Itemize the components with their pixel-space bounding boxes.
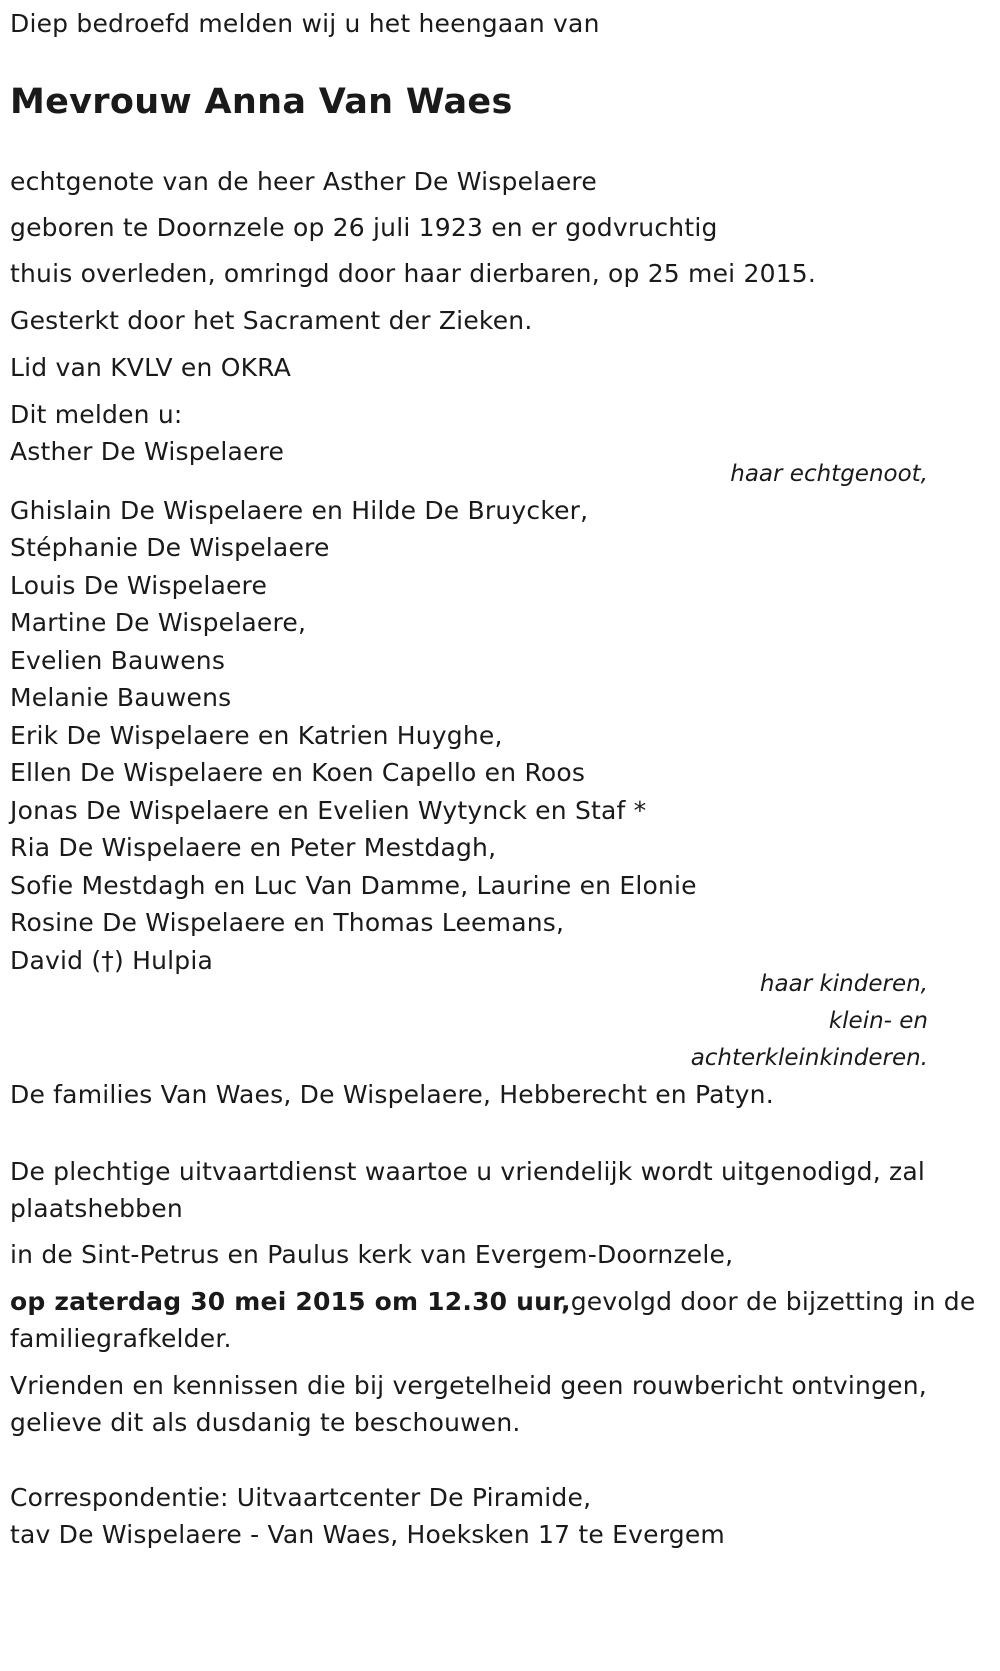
- detail-died-line: thuis overleden, omringd door haar dierbaren, op 25 mei 2015.: [10, 259, 817, 288]
- service-invitation-line: De plechtige uitvaartdienst waartoe u vriendelijk wordt uitgenodigd, zal: [10, 1157, 925, 1186]
- detail-born-line: geboren te Doornzele op 26 juli 1923 en er godvruchtig: [10, 213, 718, 242]
- family-member: Martine De Wispelaere,: [10, 608, 307, 637]
- intro-text: Diep bedroefd melden wij u het heengaan van: [10, 9, 600, 38]
- announcers-label: Dit melden u:: [10, 400, 183, 429]
- family-role-children: haar kinderen,: [759, 971, 928, 997]
- correspondence-line: Correspondentie: Uitvaartcenter De Piramide,: [10, 1483, 592, 1512]
- family-member: Ria De Wispelaere en Peter Mestdagh,: [10, 833, 497, 862]
- family-member: Louis De Wispelaere: [10, 571, 268, 600]
- family-member: Rosine De Wispelaere en Thomas Leemans,: [10, 908, 565, 937]
- detail-spouse-line: echtgenote van de heer Asther De Wispelaere: [10, 167, 597, 196]
- service-date: op zaterdag 30 mei 2015 om 12.30 uur,: [10, 1287, 571, 1316]
- service-invitation-line: plaatshebben: [10, 1194, 183, 1223]
- notice-line: gelieve dit als dusdanig te beschouwen.: [10, 1408, 521, 1437]
- detail-sacrament-line: Gesterkt door het Sacrament der Zieken.: [10, 306, 533, 335]
- spouse-role: haar echtgenoot,: [730, 461, 928, 487]
- family-member: Jonas De Wispelaere en Evelien Wytynck en Staf *: [10, 796, 647, 825]
- spouse-name: Asther De Wispelaere: [10, 437, 285, 466]
- families-line: De families Van Waes, De Wispelaere, Hebberecht en Patyn.: [10, 1080, 774, 1109]
- service-burial-place: familiegrafkelder.: [10, 1324, 232, 1353]
- family-member: Ellen De Wispelaere en Koen Capello en Roos: [10, 758, 586, 787]
- family-member: Ghislain De Wispelaere en Hilde De Bruycker,: [10, 496, 589, 525]
- deceased-name: Mevrouw Anna Van Waes: [10, 82, 513, 122]
- family-member: Erik De Wispelaere en Katrien Huyghe,: [10, 721, 503, 750]
- family-member: Melanie Bauwens: [10, 683, 232, 712]
- family-role-great-grandchildren: achterkleinkinderen.: [690, 1045, 928, 1071]
- family-member: Evelien Bauwens: [10, 646, 226, 675]
- family-member: David (†) Hulpia: [10, 946, 214, 975]
- correspondence-address: tav De Wispelaere - Van Waes, Hoeksken 17 te Evergem: [10, 1520, 725, 1549]
- family-member: Sofie Mestdagh en Luc Van Damme, Laurine en Elonie: [10, 871, 697, 900]
- notice-line: Vrienden en kennissen die bij vergetelheid geen rouwbericht ontvingen,: [10, 1371, 927, 1400]
- family-role-grandchildren: klein- en: [828, 1008, 928, 1034]
- detail-membership-line: Lid van KVLV en OKRA: [10, 353, 292, 382]
- family-member: Stéphanie De Wispelaere: [10, 533, 330, 562]
- service-burial-text: gevolgd door de bijzetting in de: [570, 1287, 976, 1316]
- service-location: in de Sint-Petrus en Paulus kerk van Evergem-Doornzele,: [10, 1240, 734, 1269]
- service-date-line: [10, 1283, 975, 1321]
